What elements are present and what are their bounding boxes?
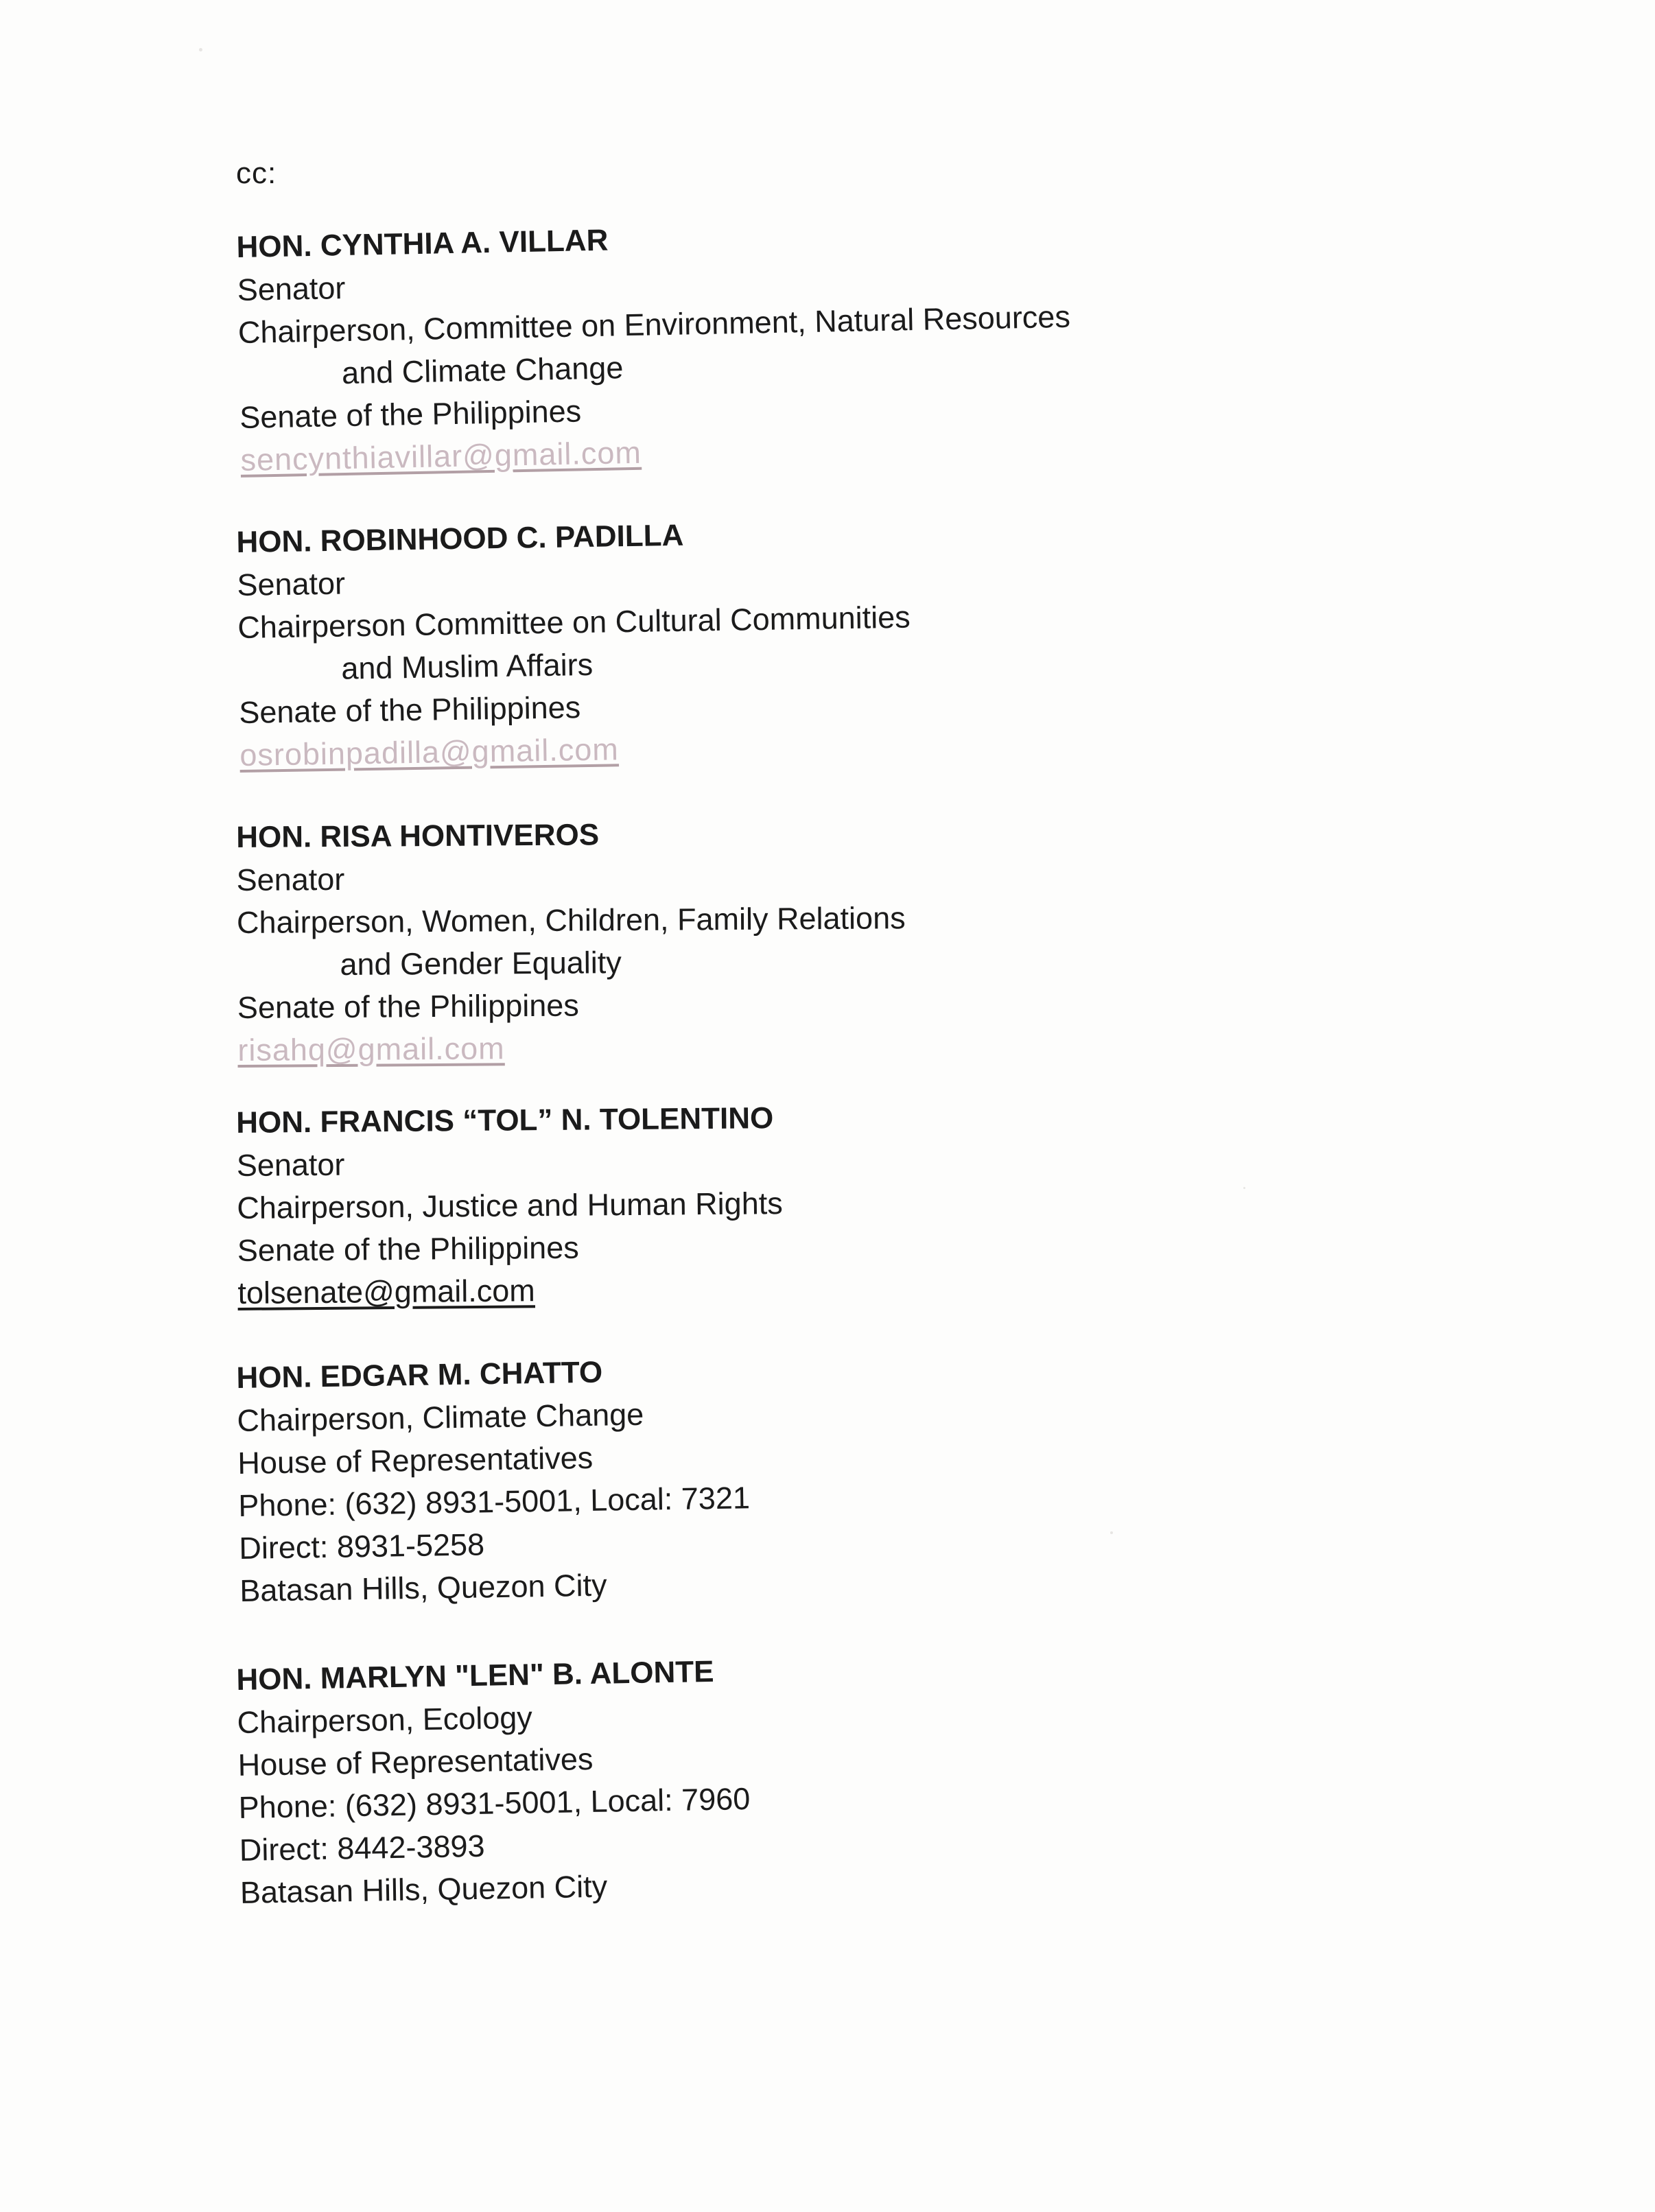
- recipient-position-continued: and Climate Change: [341, 350, 624, 391]
- recipient-address: Batasan Hills, Quezon City: [239, 1868, 608, 1910]
- recipient-title: Senator: [237, 270, 346, 307]
- recipient-email[interactable]: tolsenate@gmail.com: [237, 1273, 536, 1310]
- cc-label: cc:: [236, 156, 277, 190]
- recipient-title: Senator: [236, 1146, 345, 1183]
- recipient-name: HON. FRANCIS “TOL” N. TOLENTINO: [236, 1101, 774, 1140]
- recipient-email: sencynthiavillar@gmail.com: [240, 434, 642, 478]
- recipient-address: Batasan Hills, Quezon City: [239, 1567, 607, 1608]
- recipient-position: Chairperson Committee on Cultural Communities: [237, 599, 911, 645]
- recipient-name: HON. EDGAR M. CHATTO: [236, 1355, 603, 1395]
- recipient-direct-line: Direct: 8931-5258: [238, 1527, 485, 1566]
- recipient-position-continued: and Gender Equality: [340, 945, 622, 982]
- recipient-phone: Phone: (632) 8931-5001, Local: 7321: [238, 1480, 751, 1523]
- recipient-name: HON. CYNTHIA A. VILLAR: [236, 223, 609, 264]
- recipient-block: [236, 809, 1336, 1072]
- recipient-block: [236, 1092, 1336, 1315]
- recipient-office: Senate of the Philippines: [237, 987, 579, 1025]
- recipient-block: [236, 205, 1339, 482]
- recipient-office: House of Representatives: [237, 1439, 594, 1481]
- recipient-position: Chairperson, Committee on Environment, Natural Resources: [237, 298, 1071, 350]
- recipient-email: risahq@gmail.com: [237, 1031, 505, 1068]
- recipient-position: Chairperson, Justice and Human Rights: [237, 1186, 783, 1225]
- recipient-position: Chairperson, Climate Change: [237, 1396, 644, 1438]
- recipient-name: HON. MARLYN "LEN" B. ALONTE: [236, 1654, 714, 1697]
- recipient-office: Senate of the Philippines: [238, 690, 581, 730]
- recipient-block: [236, 1640, 1338, 1914]
- recipient-phone: Phone: (632) 8931-5001, Local: 7960: [238, 1780, 751, 1825]
- recipient-position: Chairperson, Women, Children, Family Relations: [236, 900, 906, 940]
- recipient-office: Senate of the Philippines: [239, 393, 582, 435]
- recipient-title: Senator: [236, 861, 345, 897]
- recipient-direct-line: Direct: 8442-3893: [239, 1828, 485, 1868]
- recipient-name: HON. RISA HONTIVEROS: [236, 818, 600, 854]
- recipient-block: [236, 1340, 1338, 1612]
- recipient-position: Chairperson, Ecology: [237, 1699, 533, 1740]
- recipient-office: Senate of the Philippines: [237, 1229, 579, 1268]
- recipient-position-continued: and Muslim Affairs: [340, 646, 594, 686]
- recipient-block: [236, 504, 1338, 777]
- recipient-office: House of Representatives: [237, 1741, 594, 1782]
- recipient-email: osrobinpadilla@gmail.com: [239, 731, 620, 773]
- scan-speck: [199, 48, 202, 51]
- recipient-name: HON. ROBINHOOD C. PADILLA: [236, 518, 684, 559]
- recipient-title: Senator: [237, 565, 346, 602]
